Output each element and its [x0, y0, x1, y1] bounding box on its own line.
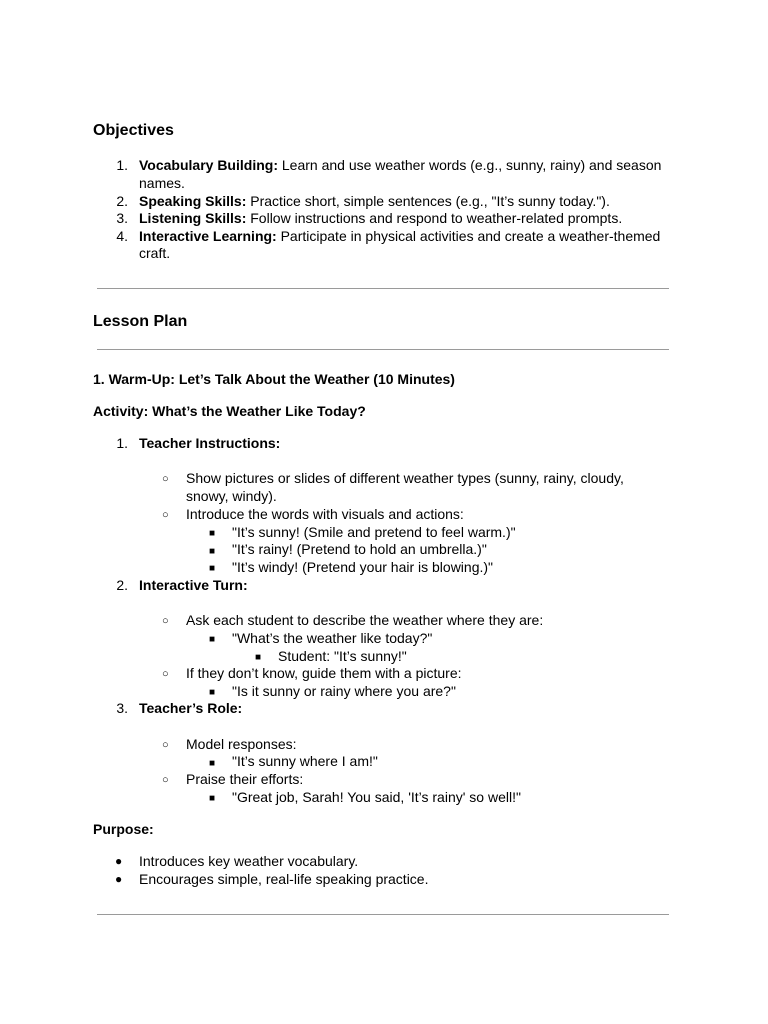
step-number: 1. — [116, 435, 128, 451]
list-item — [139, 228, 660, 245]
square-bullet-icon: ■ — [209, 546, 216, 557]
hollow-bullet-icon: ○ — [162, 668, 169, 680]
list-item: "It’s windy! (Pretend your hair is blowing.)" — [232, 559, 494, 575]
hollow-bullet-icon: ○ — [162, 739, 169, 751]
step-number: 3. — [116, 700, 128, 716]
hollow-bullet-icon: ○ — [162, 774, 169, 786]
square-bullet-icon: ■ — [209, 687, 216, 698]
objectives-heading: Objectives — [93, 122, 174, 139]
list-item: Praise their efforts: — [186, 771, 304, 787]
purpose-title: Purpose: — [93, 821, 154, 837]
list-item: Student: "It’s sunny!" — [278, 648, 407, 664]
list-item: Model responses: — [186, 736, 297, 752]
list-item: "Great job, Sarah! You said, 'It’s rainy' so well!" — [232, 789, 521, 805]
list-item: Encourages simple, real-life speaking practice. — [139, 871, 429, 887]
item-text: Follow instructions and respond to weather-related prompts. — [246, 210, 623, 226]
list-number: 4. — [116, 228, 128, 244]
list-item-continuation: names. — [139, 175, 185, 191]
list-item: Ask each student to describe the weather where they are: — [186, 612, 544, 628]
step-title: Teacher Instructions: — [139, 435, 281, 451]
list-item: "It’s sunny! (Smile and pretend to feel warm.)" — [232, 524, 516, 540]
horizontal-divider — [97, 349, 669, 350]
warmup-title: 1. Warm-Up: Let’s Talk About the Weather (10 Minutes) — [93, 371, 455, 387]
list-item: Introduces key weather vocabulary. — [139, 853, 359, 869]
list-item: If they don’t know, guide them with a picture: — [186, 665, 462, 681]
horizontal-divider — [97, 288, 669, 289]
hollow-bullet-icon: ○ — [162, 509, 169, 521]
list-item: Show pictures or slides of different weather types (sunny, rainy, cloudy, — [186, 470, 624, 486]
list-item: Introduce the words with visuals and actions: — [186, 506, 464, 522]
item-label: Speaking Skills: — [139, 193, 247, 209]
list-item: "Is it sunny or rainy where you are?" — [232, 683, 456, 699]
filled-bullet-icon: ● — [115, 872, 123, 886]
list-item: "It’s rainy! (Pretend to hold an umbrella.)" — [232, 541, 487, 557]
item-text: Participate in physical activities and create a weather-themed — [276, 228, 661, 244]
square-bullet-icon: ■ — [209, 793, 216, 804]
hollow-bullet-icon: ○ — [162, 473, 169, 485]
step-title: Teacher’s Role: — [139, 700, 243, 716]
square-bullet-icon: ■ — [209, 528, 216, 539]
list-item — [139, 193, 610, 210]
list-number: 2. — [116, 193, 128, 209]
square-bullet-icon: ■ — [209, 758, 216, 769]
item-text: Learn and use weather words (e.g., sunny, rainy) and season — [277, 157, 662, 173]
filled-bullet-icon: ● — [115, 854, 123, 868]
item-label: Listening Skills: — [139, 210, 247, 226]
hollow-bullet-icon: ○ — [162, 615, 169, 627]
activity-title: Activity: What’s the Weather Like Today? — [93, 403, 366, 419]
list-item: "It’s sunny where I am!" — [232, 753, 378, 769]
step-number: 2. — [116, 577, 128, 593]
item-label: Interactive Learning: — [139, 228, 277, 244]
list-item — [139, 210, 622, 227]
list-item-continuation: craft. — [139, 245, 171, 261]
step-title: Interactive Turn: — [139, 577, 248, 593]
square-bullet-icon: ■ — [209, 634, 216, 645]
item-label: Vocabulary Building: — [139, 157, 278, 173]
horizontal-divider — [97, 914, 669, 915]
square-bullet-icon: ■ — [255, 652, 262, 663]
list-item-continuation: snowy, windy). — [186, 488, 277, 504]
list-number: 3. — [116, 210, 128, 226]
list-number: 1. — [116, 157, 128, 173]
lesson-plan-heading: Lesson Plan — [93, 313, 188, 330]
item-text: Practice short, simple sentences (e.g., "It’s sunny today."). — [246, 193, 610, 209]
list-item — [139, 157, 661, 174]
list-item: "What’s the weather like today?" — [232, 630, 433, 646]
square-bullet-icon: ■ — [209, 563, 216, 574]
